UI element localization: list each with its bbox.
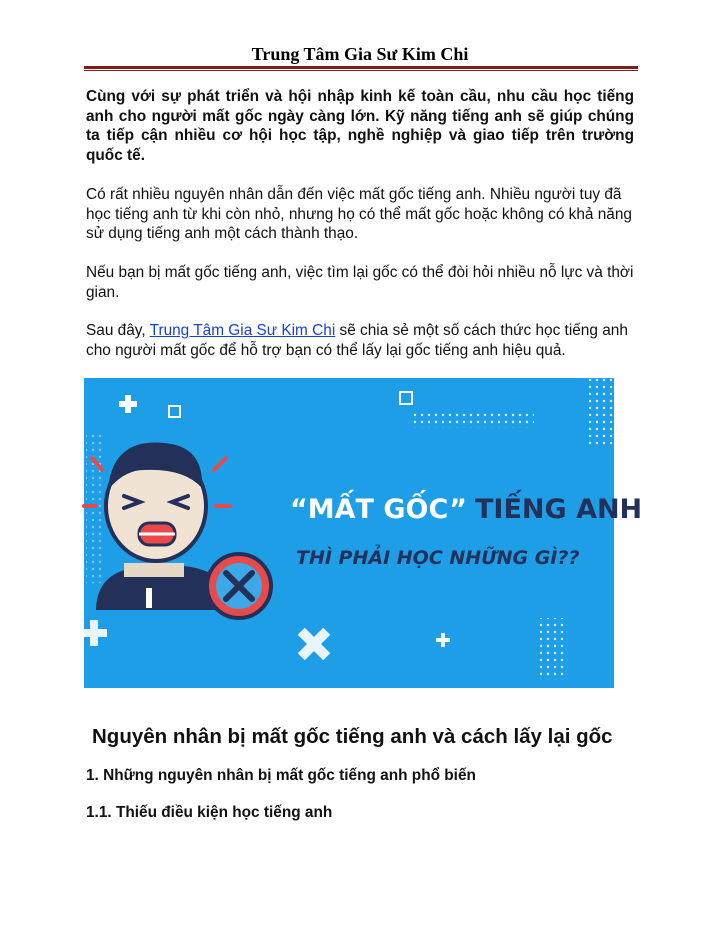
header-rule-thin bbox=[84, 70, 638, 71]
page-header-title: Trung Tâm Gia Sư Kim Chi bbox=[251, 44, 469, 64]
dot-grid-top bbox=[409, 410, 534, 428]
banner-headline bbox=[290, 489, 642, 525]
banner-image bbox=[84, 378, 643, 688]
paragraph-effort: Nếu bạn bị mất gốc tiếng anh, việc tìm lại gốc có thể đòi hỏi nhiều nỗ lực và thời gian. bbox=[86, 264, 634, 301]
dot-grid-right bbox=[589, 378, 613, 448]
intro-paragraph: Cùng với sự phát triển và hội nhập kinh kế toàn cầu, nhu cầu học tiếng anh cho người mất gốc ngày càng lớn. Kỹ năng tiếng anh sẽ giúp chúng ta tiếp cận nhiều cơ hội học tập, nghề nghiệp và giao tiếp trên trường quốc tế. bbox=[86, 88, 634, 164]
x-circle-icon bbox=[207, 554, 271, 618]
subsection-heading: 1. Những nguyên nhân bị mất gốc tiếng anh phổ biến bbox=[86, 767, 476, 784]
p3-text-before: Sau đây, bbox=[86, 322, 150, 339]
center-link[interactable]: Trung Tâm Gia Sư Kim Chi bbox=[149, 322, 336, 339]
p3-text-after: sẽ chia sẻ một số cách thức học tiếng anh cho người mất gốc để hỗ trợ bạn có thể lấy lại gốc tiếng anh hiệu quả. bbox=[86, 322, 628, 359]
banner-subheadline: THÌ PHẢI HỌC NHỮNG GÌ?? bbox=[296, 547, 580, 569]
paragraph-causes: Có rất nhiều nguyên nhân dẫn đến việc mất gốc tiếng anh. Nhiều người tuy đã học tiếng anh từ khi còn nhỏ, nhưng họ có thể mất gốc hoặc không có khả năng sử dụng tiếng anh một cách thành thạo. bbox=[86, 186, 632, 242]
paragraph-intro-methods bbox=[86, 321, 634, 360]
section-heading: Nguyên nhân bị mất gốc tiếng anh và cách lấy lại gốc bbox=[92, 725, 613, 748]
dot-grid-bottom bbox=[540, 618, 568, 680]
subsubsection-heading: 1.1. Thiếu điều kiện học tiếng anh bbox=[86, 804, 333, 821]
banner-quote-text: “MẤT GỐC” bbox=[290, 494, 467, 525]
header-rule-thick bbox=[84, 66, 638, 69]
banner-tieng-anh-text: TIẾNG ANH bbox=[475, 494, 643, 525]
